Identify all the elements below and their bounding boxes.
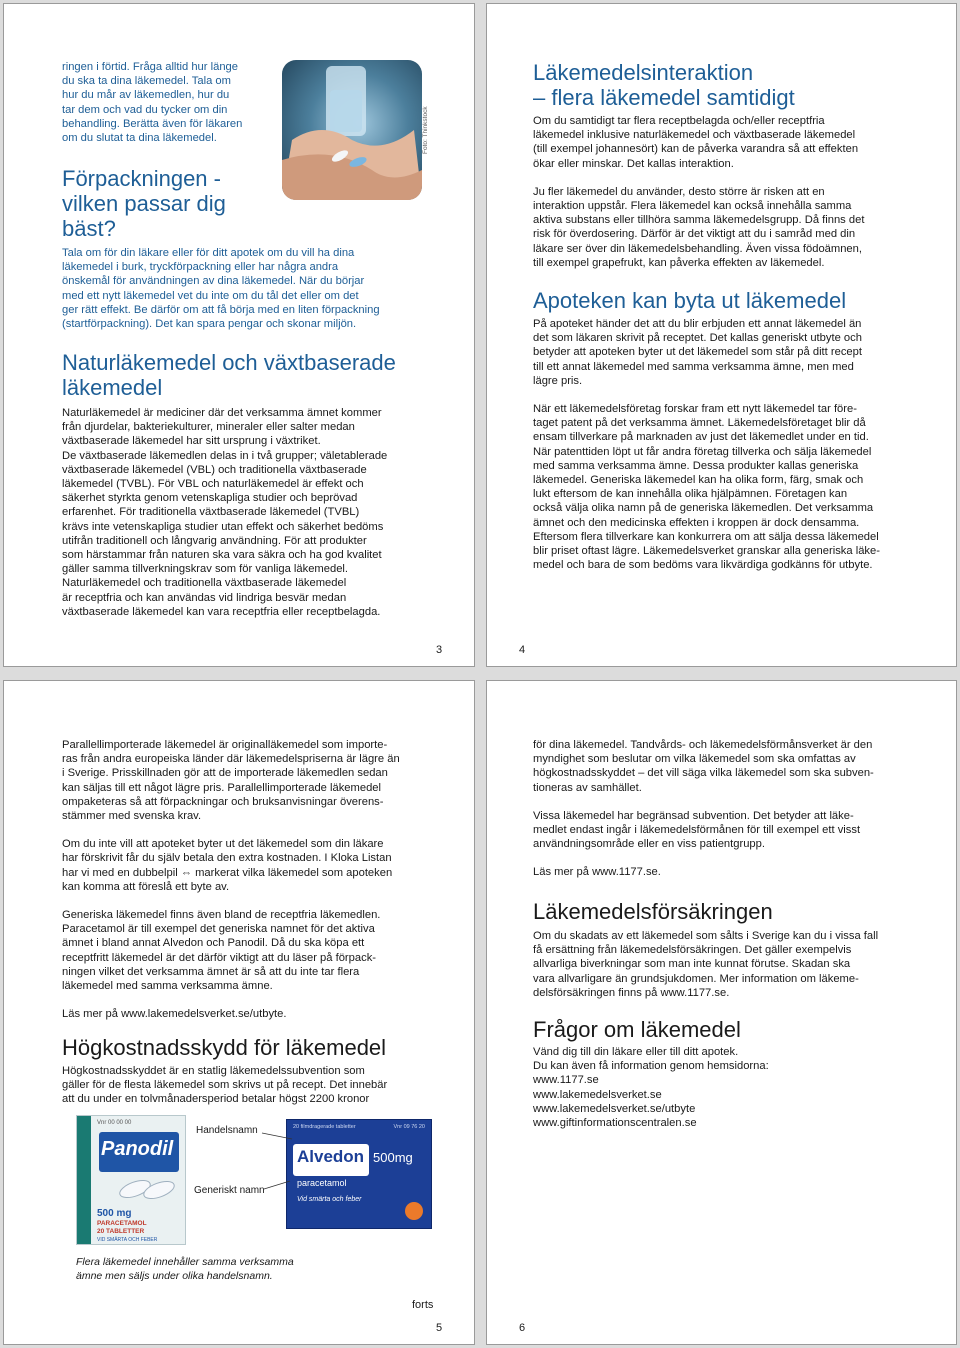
- text-line: På apoteket händer det att du blir erbjuden ett annat läkemedel än: [533, 318, 862, 330]
- alvedon-use: Vid smärta och feber: [297, 1196, 362, 1203]
- panodil-substance: PARACETAMOL: [97, 1220, 147, 1227]
- text-line: Om du inte vill att apoteket byter ut det läkemedel som din läkare: [62, 838, 384, 851]
- text-line: hur du mår av läkemedlen, hur du: [62, 89, 230, 102]
- text-line: receptfritt läkemedel är det därför viktigt att du läser på förpack-: [62, 951, 377, 964]
- text-line: Läs mer på www.1177.se.: [533, 866, 661, 879]
- text-line: medlet endast ingår i läkemedelsförmånen för till exempel ett visst: [533, 824, 861, 837]
- link-1177[interactable]: www.1177.se: [533, 1074, 599, 1087]
- text-line: kan säljas till ett något lägre pris. Parallellimporterade läkemedel: [62, 781, 382, 794]
- text-line: som härstammar från naturen ska vara säkra och ha god kvalitet: [62, 549, 382, 562]
- alvedon-vnr: Vnr 09 76 20: [393, 1124, 425, 1130]
- apoteken-text: [533, 317, 943, 572]
- text-line: till exempel grapefrukt, kan påverka effekten av läkemedel.: [533, 256, 825, 269]
- heading-line: bäst?: [62, 216, 116, 241]
- text-line: Parallellimporterade läkemedel är originalläkemedel som importe-: [62, 739, 388, 751]
- page-number: 3: [436, 644, 443, 656]
- text-line: har vi med en dubbelpil ⇔ markerat vilka läkemedel som apoteken: [62, 866, 393, 879]
- text-line: från djurdelar, bakteriekulturer, mineraler eller salter medan: [62, 421, 355, 434]
- photo-credit: Foto: Thinkstock: [422, 106, 429, 154]
- text-line: aktiva substans eller tillhöra samma läkemedelsgrupp. Då finns det: [533, 214, 865, 227]
- panodil-tabs: 20 TABLETTER: [97, 1228, 145, 1235]
- text-line: läkemedel inklusive naturläkemedel och växtbaserade läkemedel: [533, 129, 856, 142]
- image-caption: [76, 1255, 336, 1283]
- alvedon-package: [286, 1119, 432, 1229]
- text-line: gäller för de flesta läkemedel som skrivs ut på recept. Det innebär: [62, 1079, 388, 1092]
- text-line: Eftersom flera tillverkare kan konkurrera om att sälja dessa läkemedel: [533, 530, 879, 543]
- naturlakemedel-text: [62, 406, 462, 619]
- label-handelsnamn: Handelsnamn: [196, 1125, 258, 1136]
- text-line: med samma verksamma ämne. Dessa produkter kallas generiska: [533, 459, 859, 472]
- forpackning-text: [62, 246, 462, 331]
- text-line: risk för överdosering. Därför är det viktigt att du i samråd med din: [533, 228, 856, 241]
- text-line: ringen i förtid. Fråga alltid hur länge: [62, 61, 238, 73]
- caption-line: ämne men säljs under olika handelsnamn.: [76, 1270, 273, 1282]
- text-line: också välja olika namn på de generiska läkemedlen. Det verksamma: [533, 502, 874, 515]
- text-line: lukt eftersom de kan innehålla olika hjälpämnen. Företagen kan: [533, 488, 848, 501]
- text-line: gäller samma tillverkningskrav som för vanliga läkemedel.: [62, 563, 349, 576]
- text-line: vara allvarligare än grundsjukdomen. Mer information om läkeme-: [533, 972, 859, 985]
- heading-naturlakemedel: [62, 350, 462, 400]
- text-line: önskemål för användningen av dina läkemedel. När du börjar: [62, 275, 365, 288]
- panodil-use: VID SMÄRTA OCH FEBER: [97, 1237, 158, 1243]
- text-line: Om du samtidigt tar flera receptbelagda och/eller receptfria: [533, 115, 825, 127]
- text-line: Högkostnadsskyddet är en statlig läkemedelssubvention som: [62, 1065, 365, 1077]
- text-line: ökar eller minskar. Det kallas interaktion.: [533, 157, 734, 170]
- fragor-text: [533, 1045, 943, 1130]
- text-line: Ju fler läkemedel du använder, desto större är risken att en: [533, 185, 825, 198]
- page-number: 4: [519, 644, 526, 656]
- text-line: blir priset oftast lägre. Läkemedelsverket granskar alla generiska läke-: [533, 545, 880, 558]
- page-5: [3, 680, 475, 1345]
- text-line: betyder att apoteken byter ut det läkemedel som står på ditt recept: [533, 346, 862, 359]
- intro-text: [62, 60, 277, 145]
- text-line: läkemedel i burk, tryckförpackning eller har några andra: [62, 261, 339, 274]
- text-line: erfarenhet. För traditionella växtbaserade läkemedel (TVBL): [62, 506, 360, 519]
- text-line: taget patent på det verksamma ämnet. Läkemedelsföretaget blir då: [533, 417, 866, 430]
- text-line: ämnet och den medicinska effekten i kroppen är dock densamma.: [533, 516, 860, 529]
- text-line: läkemedel. Generiska läkemedel kan ha olika form, färg, smak och: [533, 474, 864, 487]
- text-line: till ett annat läkemedel med samma verksamma ämne, men med: [533, 360, 854, 373]
- text-line: växtbaserade läkemedel har sitt ursprung i växtriket.: [62, 435, 321, 448]
- forts-label: forts: [412, 1299, 434, 1311]
- text-line: medel och bara de som bedöms vara likvärdiga godkänns för utbyte.: [533, 559, 873, 572]
- text-line: Du kan även få information genom hemsidorna:: [533, 1060, 769, 1073]
- tandvard-text: [533, 738, 943, 880]
- text-line: få ersättning från läkemedelsförsäkringen. Det gäller exempelvis: [533, 944, 852, 957]
- heading-fragor: Frågor om läkemedel: [533, 1017, 741, 1042]
- text-line: ompaketeras så att förpackningar och bruksanvisningar överens-: [62, 795, 384, 808]
- text-line: utifrån traditionell och långvarig användning. För att produkter: [62, 534, 367, 547]
- text-line: interaktion uppstår. Flera läkemedel kan också innehålla samma: [533, 200, 852, 213]
- heading-forsakring: Läkemedelsförsäkringen: [533, 899, 773, 924]
- panodil-brand: Panodil: [101, 1138, 174, 1160]
- text-line: lägre pris.: [533, 374, 583, 387]
- text-line: tioneras av samhället.: [533, 781, 642, 794]
- page-number: 5: [436, 1322, 443, 1334]
- text-line: högkostnadsskyddet – det vill säga vilka läkemedel som ska subven-: [533, 767, 874, 780]
- text-line: har förskrivit får du själv betala den extra kostnaden. I Kloka Listan: [62, 852, 392, 865]
- text-line: kan komma att föreslå ett byte av.: [62, 880, 230, 893]
- heading-line: Förpackningen -: [62, 166, 221, 191]
- caption-line: Flera läkemedel innehåller samma verksamma: [76, 1256, 294, 1268]
- text-line: ras från andra europeiska länder där läkemedelspriserna är lägre än: [62, 753, 400, 766]
- alvedon-substance: paracetamol: [297, 1178, 347, 1188]
- text-line: växtbaserade läkemedel kan vara receptfria eller receptbelagda.: [62, 605, 381, 618]
- text-line: om du slutat ta dina läkemedel.: [62, 132, 217, 145]
- text-line: för dina läkemedel. Tandvårds- och läkemedelsförmånsverket är den: [533, 739, 873, 751]
- text-line: är receptfria och kan användas vid lindriga besvär medan: [62, 591, 347, 604]
- parallel-text: [62, 738, 472, 1021]
- text-line: Naturläkemedel och traditionella växtbaserade läkemedel: [62, 577, 347, 590]
- alvedon-dose: 500mg: [373, 1150, 413, 1165]
- text-line: delsförsäkringen finns på www.1177.se.: [533, 986, 730, 999]
- text-line: allvarliga biverkningar som man inte kunnat förutse. Skadan ska: [533, 958, 851, 971]
- text-line: Generiska läkemedel finns även bland de receptfria läkemedlen.: [62, 909, 381, 922]
- text-line: Om du skadats av ett läkemedel som sålts i Sverige kan du i vissa fall: [533, 930, 879, 942]
- heading-line: Läkemedelsinteraktion: [533, 60, 754, 85]
- package-vnr: Vnr 00 00 00: [97, 1120, 132, 1126]
- text-line: Paracetamol är till exempel det generiska namnet för det aktiva: [62, 923, 375, 936]
- page-4: [486, 3, 957, 667]
- pointer-lines: [184, 1129, 294, 1199]
- heading-line: – flera läkemedel samtidigt: [533, 85, 795, 110]
- text-line: Naturläkemedel är mediciner där det verksamma ämnet kommer: [62, 407, 382, 419]
- text-line: läkemedel (TVBL). För VBL och naturläkemedel är effekt och: [62, 478, 364, 491]
- text-line: behandling. Berätta även för läkaren: [62, 117, 243, 130]
- label-generiskt-namn: Generiskt namn: [194, 1185, 265, 1196]
- link-lakemedelsverket-utbyte[interactable]: www.lakemedelsverket.se/utbyte: [533, 1102, 696, 1115]
- text-line: det som läkaren skrivit på receptet. Det kallas generiskt utbyte och: [533, 332, 862, 345]
- heading-forpackning: [62, 166, 282, 241]
- text-line: tar dem och vad du tycker om din: [62, 103, 228, 116]
- text-line: läkemedel med samma verksamma ämne.: [62, 980, 273, 993]
- text-line: De växtbaserade läkemedlen delas in i två grupper; väletablerade: [62, 449, 388, 462]
- forsakring-text: [533, 929, 943, 1000]
- text-line: läkare ser över din läkemedelsbehandling. Även vissa födoämnen,: [533, 242, 862, 255]
- text-line: säkerhet styrkta genom vetenskapliga studier och beprövad: [62, 492, 358, 505]
- text-line: i Sverige. Prisskillnaden gör att de importerade läkemedlen sedan: [62, 767, 388, 780]
- text-line: ger rätt effekt. Be därför om att få börja med en liten förpackning: [62, 303, 380, 316]
- text-line: ningen vilket det verksamma ämnet är så att du inte tar flera: [62, 965, 360, 978]
- heading-hogkostnad: Högkostnadsskydd för läkemedel: [62, 1035, 387, 1060]
- panodil-package: [76, 1115, 186, 1245]
- heading-line: läkemedel: [62, 375, 163, 400]
- text-line: Vissa läkemedel har begränsad subvention. Det betyder att läke-: [533, 809, 854, 822]
- gsk-logo-icon: [405, 1202, 423, 1220]
- text-line: du ska ta dina läkemedel. Tala om: [62, 75, 231, 88]
- heading-line: vilken passar dig: [62, 191, 226, 216]
- text-line: myndighet som beslutar om vilka läkemedel som ska omfattas av: [533, 753, 856, 766]
- text-line: Läs mer på www.lakemedelsverket.se/utbyte.: [62, 1008, 287, 1021]
- hand-pills-photo: [282, 60, 422, 200]
- text-line: stämmer med svenska krav.: [62, 810, 202, 823]
- text-line: Tala om för din läkare eller för ditt apotek om du vill ha dina: [62, 247, 355, 259]
- hogkostnad-text: [62, 1064, 472, 1107]
- panodil-dose: 500 mg: [97, 1208, 132, 1219]
- text-line: När ett läkemedelsföretag forskar fram ett nytt läkemedel tar före-: [533, 403, 857, 416]
- alvedon-brand: Alvedon: [297, 1147, 365, 1166]
- interaktion-text: [533, 114, 943, 270]
- page-number: 6: [519, 1322, 526, 1334]
- text-line: Vänd dig till din läkare eller till ditt apotek.: [533, 1046, 739, 1058]
- pill-icon: [117, 1174, 177, 1204]
- link-lakemedelsverket[interactable]: www.lakemedelsverket.se: [533, 1088, 662, 1101]
- alvedon-top-text: 20 filmdragerade tabletter: [293, 1124, 356, 1130]
- page-3: [3, 3, 475, 667]
- text-line: (startförpackning). Det kan spara pengar och skonar miljön.: [62, 318, 357, 331]
- heading-line: Naturläkemedel och växtbaserade: [62, 350, 396, 375]
- text-line: att du under en tolvmånadersperiod betalar högst 2200 kronor: [62, 1093, 370, 1106]
- photo-illustration: [282, 60, 422, 200]
- text-line: växtbaserade läkemedel (VBL) och traditionella växtbaserade: [62, 463, 367, 476]
- text-line: ämnet i bland annat Alvedon och Panodil. Då du ska köpa ett: [62, 937, 365, 950]
- text-line: (till exempel johannesört) kan de påverka varandra så att effekten: [533, 143, 859, 156]
- text-line: När patenttiden löpt ut får andra företag tillverka och sälja läkemedel: [533, 445, 872, 458]
- text-line: användningsområde eller en viss patientgrupp.: [533, 838, 765, 851]
- page-6: [486, 680, 957, 1345]
- heading-interaktion: [533, 60, 933, 110]
- text-line: krävs inte vetenskapliga studier utan effekt och säkerhet bedöms: [62, 520, 384, 533]
- link-giftinformationscentralen[interactable]: www.giftinformationscentralen.se: [533, 1117, 697, 1130]
- text-line: med ett nytt läkemedel vet du inte om du tål det eller om det: [62, 289, 359, 302]
- heading-apoteken: Apoteken kan byta ut läkemedel: [533, 288, 847, 313]
- text-line: ensam tillverkare på marknaden av just det läkemedlet under en tid.: [533, 431, 869, 444]
- package-stripe: [77, 1116, 91, 1244]
